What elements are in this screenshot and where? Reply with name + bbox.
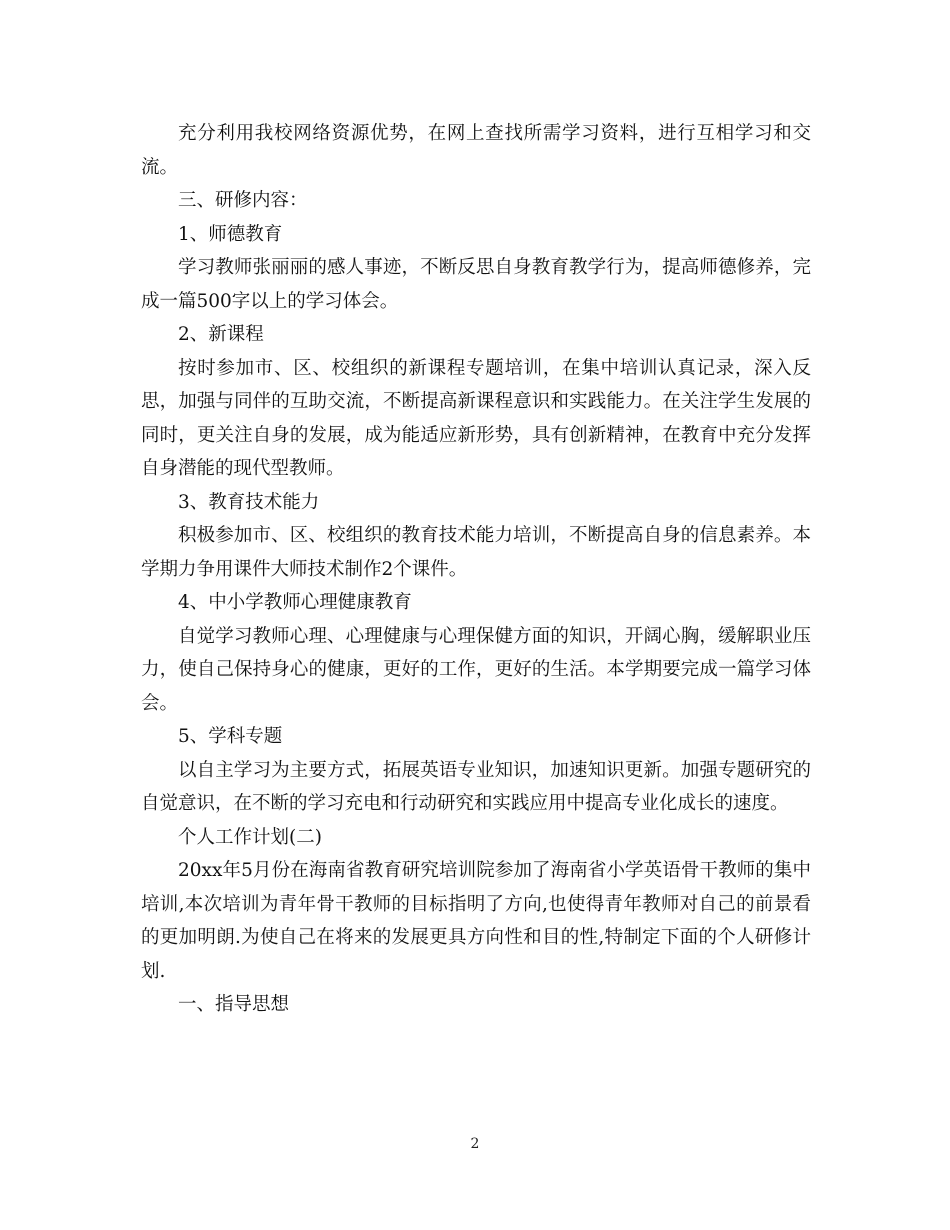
paragraph-teacher-ethics: 学习教师张丽丽的感人事迹，不断反思自身教育教学行为，提高师德修养，完成一篇500字以上的学习体会。 [141,257,811,312]
paragraph-mental-health: 自觉学习教师心理、心理健康与心理保健方面的知识，开阔心胸，缓解职业压力，使自己保持身心的健康，更好的工作，更好的生活。本学期要完成一篇学习体会。 [141,625,811,714]
heading-new-curriculum: 2、新课程 [178,324,264,345]
heading-subject-topic: 5、学科专题 [178,726,283,747]
paragraph-new-curriculum: 按时参加市、区、校组织的新课程专题培训，在集中培训认真记录，深入反思，加强与同伴的互助交流，不断提高新课程意识和实践能力。在关注学生发展的同时，更关注自身的发展，成为能适应新形势，具有创新精神，在教育中充分发挥自身潜能的现代型教师。 [141,357,811,479]
paragraph-subject-topic: 以自主学习为主要方式，拓展英语专业知识，加速知识更新。加强专题研究的自觉意识，在不断的学习充电和行动研究和实践应用中提高专业化成长的速度。 [141,759,811,814]
heading-guiding-ideology: 一、指导思想 [178,994,290,1015]
heading-work-plan-two: 个人工作计划(二) [178,826,322,848]
paragraph-training-intro: 20xx年5月份在海南省教育研究培训院参加了海南省小学英语骨干教师的集中培训,本次培训为青年骨干教师的目标指明了方向,也使得青年教师对自己的前景看的更加明朗.为使自己在将来的发展更具方向性和目的性,特制定下面的个人研修计划. [141,860,811,982]
heading-teacher-ethics: 1、师德教育 [178,223,283,245]
heading-education-technology: 3、教育技术能力 [178,491,320,513]
document-body [141,117,811,1022]
page-number: 2 [470,1136,480,1152]
heading-mental-health: 4、中小学教师心理健康教育 [178,592,412,613]
heading-research-content: 三、研修内容： [178,190,308,211]
paragraph-network-resources: 充分利用我校网络资源优势，在网上查找所需学习资料，进行互相学习和交流。 [141,123,811,178]
paragraph-education-technology: 积极参加市、区、校组织的教育技术能力培训，不断提高自身的信息素养。本学期力争用课件大师技术制作2个课件。 [141,525,811,580]
